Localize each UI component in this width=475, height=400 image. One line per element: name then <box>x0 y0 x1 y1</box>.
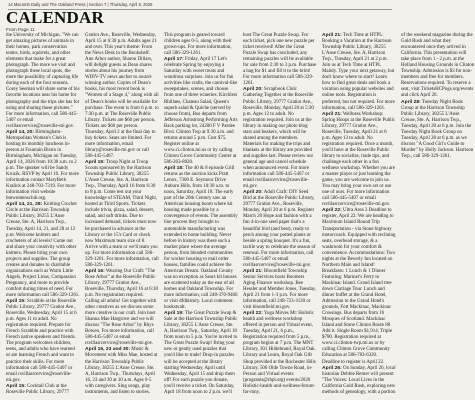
entry-text: Bloomfield Township Senior Services hosts Boomers Aging Finance workshop. Bee Hessler and Member Jones, Tuesday, April 21 from 1-3 p.m. For more information, call 248-723-3130 or visit bloomfield.mi.gov. <box>243 268 317 311</box>
calendar-entry <box>401 100 475 160</box>
entry-date: April 22: <box>243 311 263 317</box>
entry-text: Wearing Our Craft: "The Rose Arbor" at the Roseville Public Library, 29777 Gratiot Ave., Roseville, Thursday, April 16 at 6:30 p.m. No registration required. Calling all adults! Get together with other creatives as we discuss some more creative in our craft. Join host Shanna Mae Hargrove and we will discuss "The Rose Arbor" by Rhys Bowen. For more information, call 586-445-5407 or email rsvillasrcervice@roseville-mi.gov. <box>85 268 158 347</box>
entry-text: Ultra Area 3 Deadline to register, April 22: We are heading to Maximum Island Round Trip Transportation - via Stone highway motorcoach. Equipped with reclining seats, overhead storage, & a washroom for your comfort & convenience. Accommodations: Two nights at the Beverly Inn located on Northern Main and Island! Breakfasts: 1 Lunch & 1 Dinner Featuring: Mariner's Ferry to Mackinac Island. Grand Island tree down Carriage Tour. Lunch and dinner buffet at the Grand Hotel, Admission to the Grand Hotel's grounds, Fort Mackinac, Mackinac Crossings. Bus departs from 16 Mosques of Scotland. Mackinac Island and Stone Clinton Route 80 Add it. Single Room $1,914, Triple $780. Registration required at www.ci.clinton-twp.mi.us or by calling Clinton Grove Community Education at 586-783-6320. Deadline to register is April 22. <box>322 208 396 365</box>
entry-text: Adult Craft: DIY Seed Bird at the Roseville Public Library, 29777 Gratiot Ave., Roseville, Monday, April 20 at 6 p.m. Register March 20 Hope and fashion with a fun 4-in-one seed paper that's a beautiful bird (and best), ready to perch among your potted plants or beside a spring bouquet. It's a fun, tactile way to celebrate the season of renewal. For more information, call 586-445-5407 or email rsvillasrcervice@roseville-mi.gov. <box>243 190 316 268</box>
entry-text: Friday, April 17 Let's celebrate Spring by enjoying a Saturday with sweet treats and wondrous surprises. Join us for fun activities like crafts, the carnival-like sweepstakes, scenes, and choose from one of three wineries: Kirchlers Rhillaes, Chateau Salad, Queen's superb salad & Quiche (served by choose from), Bus departs from Jefferson Armstrong Performing Arts Back parking lot, 24200 F V Pardee Blvd. Clinton Twp at 9:30 a.m. and returns around 5 p.m. Cost $75. Register online at www.ci.clinton.mi.us or by calling Clinton Grove Community Center at 586-263-8020. <box>164 57 238 165</box>
calendar-entry <box>6 130 80 203</box>
entry-text: Cocktail Club at the Roseville Public Library, 29777 Gratiot Ave., Roseville, Wednesday, April 15 at 6:30 p.m. Adults ages 21 and over. This year's theme: From the News Desk to the Bookshelf. Ann Arbor author, Sharon Dillars, will delight guests as Dean shares stories about his journey from WDIV-TV news anchor to award-winning author. Copies of Dean's books, his most recent book is "Women of a Stage 4," along with all of Dean's books will be available for purchase. The event is from 6 p.m. to 7:30 p.m. at The Roseville Public Library. Tickets are $60 per person. Tickets are $60 per person. Thursday, April 2 at the final day to buy tickets. Seats are limited. For more information, email library@roseville-mi.gov or call 586-445-5407. <box>6 33 159 395</box>
entry-text: Tuesday Night Book Group at the Harrison Township Public Library, 38255 L'Anse Creuse, Ste. A, Harrison Twp., Tuesday, April 28 at 6 p.m. Join the Tuesday Night Book Group on Tuesday, April 28 at 6 p.m. as we discuss "A Good Girl's Guide to Murder" by Holly Jackson. Harrison Twp., call 586-329-1261. <box>401 99 474 159</box>
calendar-entry <box>243 190 317 269</box>
calendar-entry <box>322 112 396 209</box>
entry-date: April 22: <box>322 208 342 214</box>
entry-text: Scrabble at the Roseville Public Library, 29777 Gratiot Ave., Roseville, Wednesday, April 15 at 6 p.m. Ages 11 to adult. No registration required. Prepare for French Scrabble and practice with French native speakers and friends. The program welcomes children, teens, and adults who have learned or are learning French and want to practice their skills. For more information call 586-445-5407 or email rsvillasrcervice@roseville-mi.gov. <box>6 299 77 383</box>
calendar-entry <box>243 87 317 190</box>
entry-text: the University of Michigan. "We can get amazing pictures of animals in their homes, park conservation teams, birds, squirrels, and other elements that make for a great photograph. The more we visit and photograph these local spots, the more the possibility of capturing life during each of the four seasons. Corey Seeman will share some of his favorite locations near his home for photography and the trips she has for using and sharing those pictures." For more information, call 586-445-5407 or email rsvillasrcervice@roseville-mi.gov. <box>6 33 80 129</box>
calendar-columns <box>6 33 475 397</box>
entry-date: April 15: <box>6 299 26 305</box>
entry-text: The 40 & 8 episode Grill returns as the auction kicks Pratt Lenox, 7300 E. Seymour Drive Auburn Hills, from 10:30 a.m. to noon, Saturday, April 18. The early part of the 20th Century saw an American housing boom where kit housing made possible by a convergence of events. The assembly line process they brought to automobile manufacturing was extended to home building. Never before in history was there such a market place where the average person, from blended communities for worker housing to mail order houses, families could achieve the American Dream. Oakland County was no exception as Sears kit houses are scattered today as the east of all homes and Oakland Township. For more information, call 248-370-9466 or visit dfdhistory. Local comment: hookstvalt. <box>164 166 238 311</box>
entry-text: Yoga Moves Mt: Holistic health and wellness workshop offered in person and Virtual event, Tuesday, April 21, 6 p.m., Registration required from 5 p.m., program begins at 7 p.m. The MNT Library, 301 Hildebrand, Royal Oak. Library and Learn, Royal Oak Gift Shop provided at the Rochester Hills Library, 500 Olde Towne Road, in-Person and Virtual events (programs@rhpl.org) events/2026 Holistic-health-and-wellness-forum-for-mny. <box>243 311 316 395</box>
entry-date: April 21: <box>322 33 342 38</box>
calendar-entry <box>243 311 317 396</box>
calendar-entry <box>6 299 80 384</box>
entry-date: April 21: <box>322 111 342 117</box>
entry-date: April 19: <box>164 311 184 317</box>
calendar-entry <box>164 57 238 166</box>
calendar-entry <box>6 33 80 130</box>
entry-text: Scrapbook Club: Gathering Together at the Roseville Public Library, 29777 Gratiot Ave., Roseville, Monday, April 20 at 5:30 p.m. Ages 12 to adult. No registration required. Join us at the library in making our photo blog stars and beakers, which will be shared among the members. Materials for making the trips and blankets at the library are provided and supplies last. Please review our general age and cancel schedule when announced event. For more information call 586-445-5407 or email rsvillasrcervice@roseville-mi.gov. <box>243 87 314 190</box>
entry-date: April 28: <box>401 99 421 105</box>
entry-date: April 26: <box>322 365 342 371</box>
entry-date: April 18: <box>164 166 184 172</box>
page-header: 14 Macomb Daily and The Oakland Press | Section T | Thursday, April 9, 2026 <box>8 2 392 10</box>
entry-date: April 14, 20: <box>6 129 34 135</box>
entry-date: April 17: <box>164 57 184 63</box>
entry-text: On Sunday, April 26, local historian Debbie Remer will present "The Voices: Local Lives in the California Gold Rush, exploring new methods of genealogy, with a portion of the weekend magazine during the Gold Rush and what they encountered once they arrived in California. This presentation will take place from 1 - 2 p.m. at the Holland Housing Grounds in Clinton Township. Admission is $3 for non-members and free for members. Reservations required. To reserve a seat, visit TicketsHCPogs.org/events and click April 26. <box>322 33 475 395</box>
entry-date: April 21: <box>243 268 263 274</box>
entry-text: Tech Time at HTPL: Booking a Vacation at the Harrison Township Public Library, 38255 L'Anse Creuse, Ste. A, Harrison Twp., Tuesday, April 21 at 2 p.m. Join us at Tech Time at HTPL Mainly. Type your next getaway, but don't know where to start? Learn how to find great deals and book a vacation using popular websites and online tools. Registration is preferred, but not required. For more information, call 586-329-1261. <box>322 33 395 111</box>
entry-text: The Great Puzzle Swap & Sale at the Harrison Township Public Library, 38255 L'Anse Creuse, Ste. A, Harrison Twp., Saturday, April 18 from noon to 5 p.m. You're invited to The Great Puzzle Swap! Bring your new or gently used puzzles that you'd like to trade! Drop-in puzzles will be accepted at the library starting Wednesday, April until Wednesday, April 15 and drop them off! For each puzzle you donate, you'll receive a ticket. On Saturday, April 18 from noon to 2 p.m. we'll host The Great Puzzle Swap. For each ticket, pick one new puzzle per ticket received! After the Great Puzzle Swap has concluded, any remaining puzzles will be available for sale from 2:30 to 3 p.m. Purchase a bag for $1 and fill it to the brim! For more information call 586-329-1261. <box>164 33 317 395</box>
calendar-entry <box>243 269 317 311</box>
entry-date: April 16: <box>85 268 105 274</box>
entry-date: April 20: <box>243 190 263 196</box>
entry-date: April 14, 21, 28: <box>6 202 43 208</box>
entry-date: April 15: <box>6 383 26 389</box>
calendar-entry <box>6 202 80 299</box>
calendar-entry <box>164 166 238 311</box>
calendar-entry <box>85 269 159 348</box>
entry-date: April 15: <box>85 159 105 165</box>
entry-text: Music & Movement with Miss Mae, hosted at the Harrison Township Public Library, 38255 L'Anse Creuse, Ste. A, Harrison Twp., Thursdays, April 16, 23 and 30 at 10 a.m. Ages 0-5 with caregivers. Sing songs, play instruments, and listen to stories. This program is geared toward children ages 0-5, along with their grown-ups. For more information, call 586-329-1261. <box>85 33 232 395</box>
calendar-entry <box>322 208 396 365</box>
entry-text: Troop Night at Troop Scouts sponsored by the Harrison Township Public Library, 38255 L'Anse Creuse, Ste. A, Harrison Twp., Thursday, April 16 from 6:30 to 8 p.m. Come test out your knowledge of STEAM, Third Night, hosted at Third Sports. Tickets include trivia, pizza, salad, dessert, salad, and soft drinks. Due to increased demand, tickets must now be purchased in advance at the Library or the 15's Card or check now Maximum team size of 8. Arrive with a team or we'll team you up. For more information call 586-329-1261. For more information, call 586-329-1261. <box>85 159 159 268</box>
entry-date: April 20: <box>243 87 263 93</box>
calendar-title: CALENDAR <box>6 8 104 27</box>
continuation-note: From Page 11 <box>6 27 35 32</box>
entry-date: April 16, 23 and 30: <box>85 347 131 353</box>
entry-text: Wellness Workshop: Spring Hoops at the Roseville Public Library, 29777 Gratiot Ave., Roseville, Tuesday, April 21 at 6 p.m. Ages 13 to adult. No registration required. Once a month, you'll have at the Roseville Public library to socialize, trade tips, and challenge each other in a fun wellness workshop. Whether you are a master player or just learning the game, you are welcome to join us. You may bring your own set or use one of ours. For more information call 586-445-5407 or email rsvillasrcervice@roseville-mi.gov. <box>322 111 396 208</box>
calendar-entry <box>322 33 396 112</box>
calendar-entry <box>85 160 159 269</box>
entry-text: Knitting Crochet Circle at the Harrison Township Public Library, 38255 L'Anse Creuse, Ste. A, Harrison Twp., Tuesday, April 14, 21, and 28 at 12 p.m. Welcome knitters and crocheters of all levels! Come out and share your creativity with other knitters. Please bring your own projects and supplies. The group creates and donates to charitable organizations such as Warm Little Angels, Project Linus, Compassion Pregnancy, and more to provide comfort during times of need. For more information call 586-329-1261. <box>6 202 80 299</box>
entry-text: Birmingham-Metropolitan Women's Club is hosting its monthly luncheon in-person at Fountain Bistro in Birmingham, Michigan on Tuesday, April 14, 2026 from 10:30 a.m. to 2 p.m. The speaker will be Sandy Kruzik. RSVP by April 10. For more information contact MaryBeth Kralick at 248-703-7319. For more information visit website bmwomensclub.org. <box>6 129 79 202</box>
